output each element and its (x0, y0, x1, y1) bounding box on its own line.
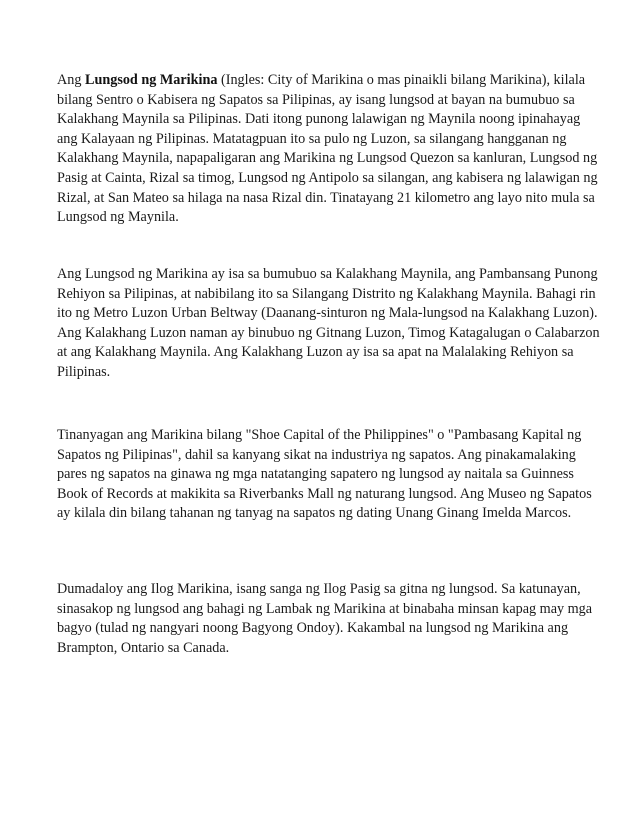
intro-body-text: (Ingles: City of Marikina o mas pinaikli bilang Marikina), kilala bilang Sentro o Kabisera ng Sapatos sa Pilipinas, ay isang lungsod at bayan na bumubuo sa Kalakhang Maynila sa Pilipinas. Dati itong punong lalawigan ng Maynila noong ipinahayag ang Kalayaan ng Pilipinas. Matatagpuan ito sa pulo ng Luzon, sa silangang hangganan ng Kalakhang Maynila, napapaligaran ang Marikina ng Lungsod Quezon sa kanluran, Lungsod ng Pasig at Cainta, Rizal sa timog, Lungsod ng Antipolo sa silangan, ang kabisera ng lalawigan ng Rizal, at San Mateo sa hilaga na nasa Rizal din. Tinatayang 21 kilometro ang layo nito mula sa Lungsod ng Maynila. (57, 72, 598, 226)
paragraph-river: Dumadaloy ang Ilog Marikina, isang sanga ng Ilog Pasig sa gitna ng lungsod. Sa katunayan, sinasakop ng lungsod ang bahagi ng Lambak ng Marikina at binabaha minsan kapag may mga bagyo (tulad ng nangyari noong Bagyong Ondoy). Kakambal na lungsod ng Marikina ang Brampton, Ontario sa Canada. (57, 581, 593, 656)
intro-lead-text: Ang (57, 72, 85, 88)
city-name-bold: Lungsod ng Marikina (84, 72, 218, 88)
paragraph-shoe-capital: Tinanyagan ang Marikina bilang "Shoe Capital of the Philippines" o "Pambasang Kapital ng Sapatos ng Pilipinas", dahil sa kanyang sikat na industriya ng sapatos. Ang pinakamalaking pares ng sapatos na ginawa ng mga natatanging sapatero ng lungsod ay naitala sa Guinness Book of Records at makikita sa Riverbanks Mall ng naturang lungsod. Ang Museo ng Sapatos ay kilala din bilang tahanan ng tanyag na sapatos ng dating Unang Ginang Imelda Marcos. (57, 427, 592, 522)
paragraph-intro (57, 71, 602, 228)
paragraph-region: Ang Lungsod ng Marikina ay isa sa bumubuo sa Kalakhang Maynila, ang Pambansang Punong Rehiyon sa Pilipinas, at nabibilang ito sa Silangang Distrito ng Kalakhang Maynila. Bahagi rin ito ng Metro Luzon Urban Beltway (Daanang-sinturon ng Mala-lungsod na Kalakhang Luzon). Ang Kalakhang Luzon naman ay binubuo ng Gitnang Luzon, Timog Katagalugan o Calabarzon at ang Kalakhang Maynila. Ang Kalakhang Luzon ay isa sa apat na Malalaking Rehiyon sa Pilipinas. (57, 266, 600, 380)
